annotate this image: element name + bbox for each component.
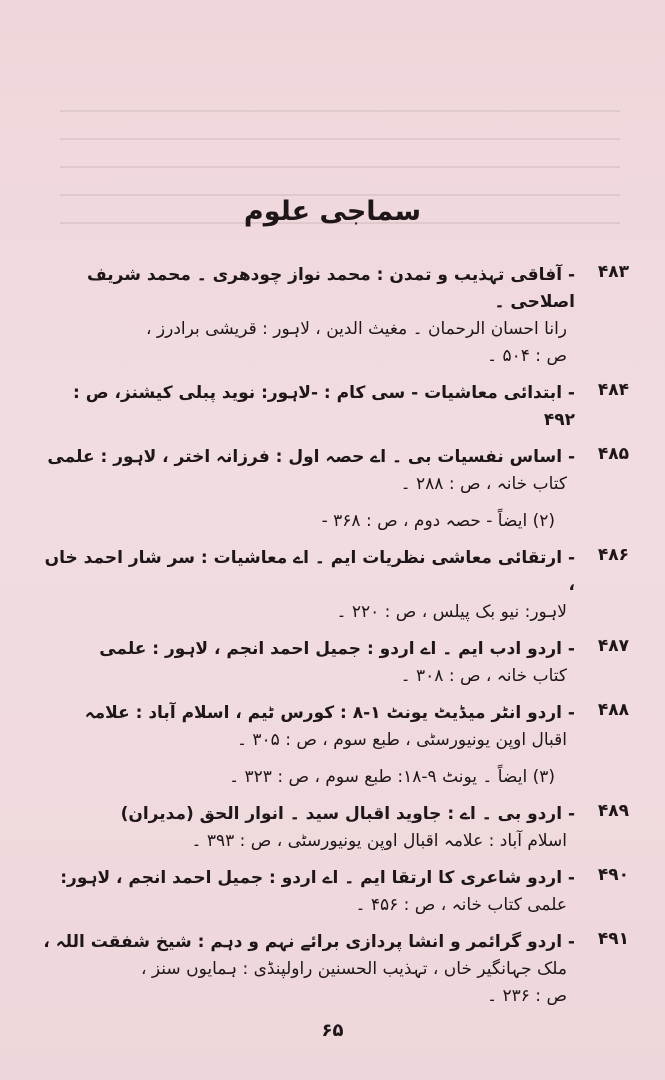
entry-line: ص : ۲۳۶ ۔ bbox=[487, 986, 567, 1006]
entry-488 bbox=[40, 700, 629, 754]
entry-number: ۴۸۵ bbox=[597, 444, 629, 464]
entry-487 bbox=[40, 636, 629, 690]
entry-number: ۴۸۶ bbox=[597, 545, 629, 565]
entry-line: - اردو شاعری کا ارتقا ایم ۔ اے اردو : جمیل احمد انجم ، لاہور: bbox=[60, 868, 575, 888]
entry-line: کتاب خانہ ، ص : ۳۰۸ ۔ bbox=[400, 666, 567, 686]
entry-line: کتاب خانہ ، ص : ۲۸۸ ۔ bbox=[400, 474, 567, 494]
entry-line: رانا احسان الرحمان ۔ مغیث الدین ، لاہور : قریشی برادرز ، bbox=[146, 319, 567, 339]
entry-line: اقبال اوپن یونیورسٹی ، طبع سوم ، ص : ۳۰۵ ۔ bbox=[237, 730, 567, 750]
entry-line: - آفاقی تہذیب و تمدن : محمد نواز چودھری ۔ محمد شریف اصلاحی ۔ bbox=[87, 265, 575, 312]
entry-number: ۴۹۱ bbox=[597, 929, 629, 949]
entry-line: - ابتدائی معاشیات - سی کام : -لاہور: نوید پبلی کیشنز، ص : ۴۹۲ bbox=[73, 383, 575, 430]
section-title: سماجی علوم bbox=[243, 196, 422, 227]
entry-number: ۴۹۰ bbox=[597, 865, 629, 885]
entry-number: ۴۸۹ bbox=[597, 801, 629, 821]
entry-483 bbox=[40, 262, 629, 370]
entry-485-sub: (۲) ایضاً - حصہ دوم ، ص : ۳۶۸ - bbox=[321, 511, 555, 531]
entry-486 bbox=[40, 545, 629, 626]
entry-number: ۴۸۸ bbox=[597, 700, 629, 720]
entry-489 bbox=[40, 801, 629, 855]
entry-line: - اساس نفسیات بی ۔ اے حصہ اول : فرزانہ اختر ، لاہور : علمی bbox=[47, 447, 575, 467]
entry-number: ۴۸۴ bbox=[597, 380, 629, 400]
entry-number: ۴۸۷ bbox=[597, 636, 629, 656]
entry-488-sub: (۳) ایضاً ۔ یونٹ ۹-۱۸: طبع سوم ، ص : ۳۲۳ ۔ bbox=[229, 767, 555, 787]
entry-line: لاہور: نیو بک پیلس ، ص : ۲۲۰ ۔ bbox=[336, 602, 567, 622]
entry-491 bbox=[40, 929, 629, 1010]
entry-line: علمی کتاب خانہ ، ص : ۴۵۶ ۔ bbox=[355, 895, 567, 915]
entry-line: - اردو ادب ایم ۔ اے اردو : جمیل احمد انجم ، لاہور : علمی bbox=[99, 639, 575, 659]
entry-line: - اردو گرائمر و انشا پردازی برائے نہم و دہم : شیخ شفقت اللہ ، bbox=[43, 932, 575, 952]
entry-line: ملک جہانگیر خاں ، تہذیب الحسنین راولپنڈی : ہمایوں سنز ، bbox=[141, 959, 567, 979]
entry-line: اسلام آباد : علامہ اقبال اوپن یونیورسٹی ، ص : ۳۹۳ ۔ bbox=[191, 831, 567, 851]
entry-484 bbox=[40, 380, 629, 434]
entry-line: - اردو بی ۔ اے : جاوید اقبال سید ۔ انوار الحق (مدیران) bbox=[120, 804, 575, 824]
entry-number: ۴۸۳ bbox=[597, 262, 629, 282]
entry-490 bbox=[40, 865, 629, 919]
show-through-texture bbox=[60, 110, 620, 260]
entry-line: - ارتقائی معاشی نظریات ایم ۔ اے معاشیات : سر شار احمد خاں ، bbox=[44, 548, 575, 595]
entry-line: - اردو انٹر میڈیٹ یونٹ ۱-۸ : کورس ٹیم ، اسلام آباد : علامہ bbox=[84, 703, 575, 723]
entry-485 bbox=[40, 444, 629, 498]
entry-list bbox=[40, 262, 629, 1020]
page-number: ۶۵ bbox=[321, 1020, 344, 1041]
entry-line: ص : ۵۰۴ ۔ bbox=[487, 346, 567, 366]
